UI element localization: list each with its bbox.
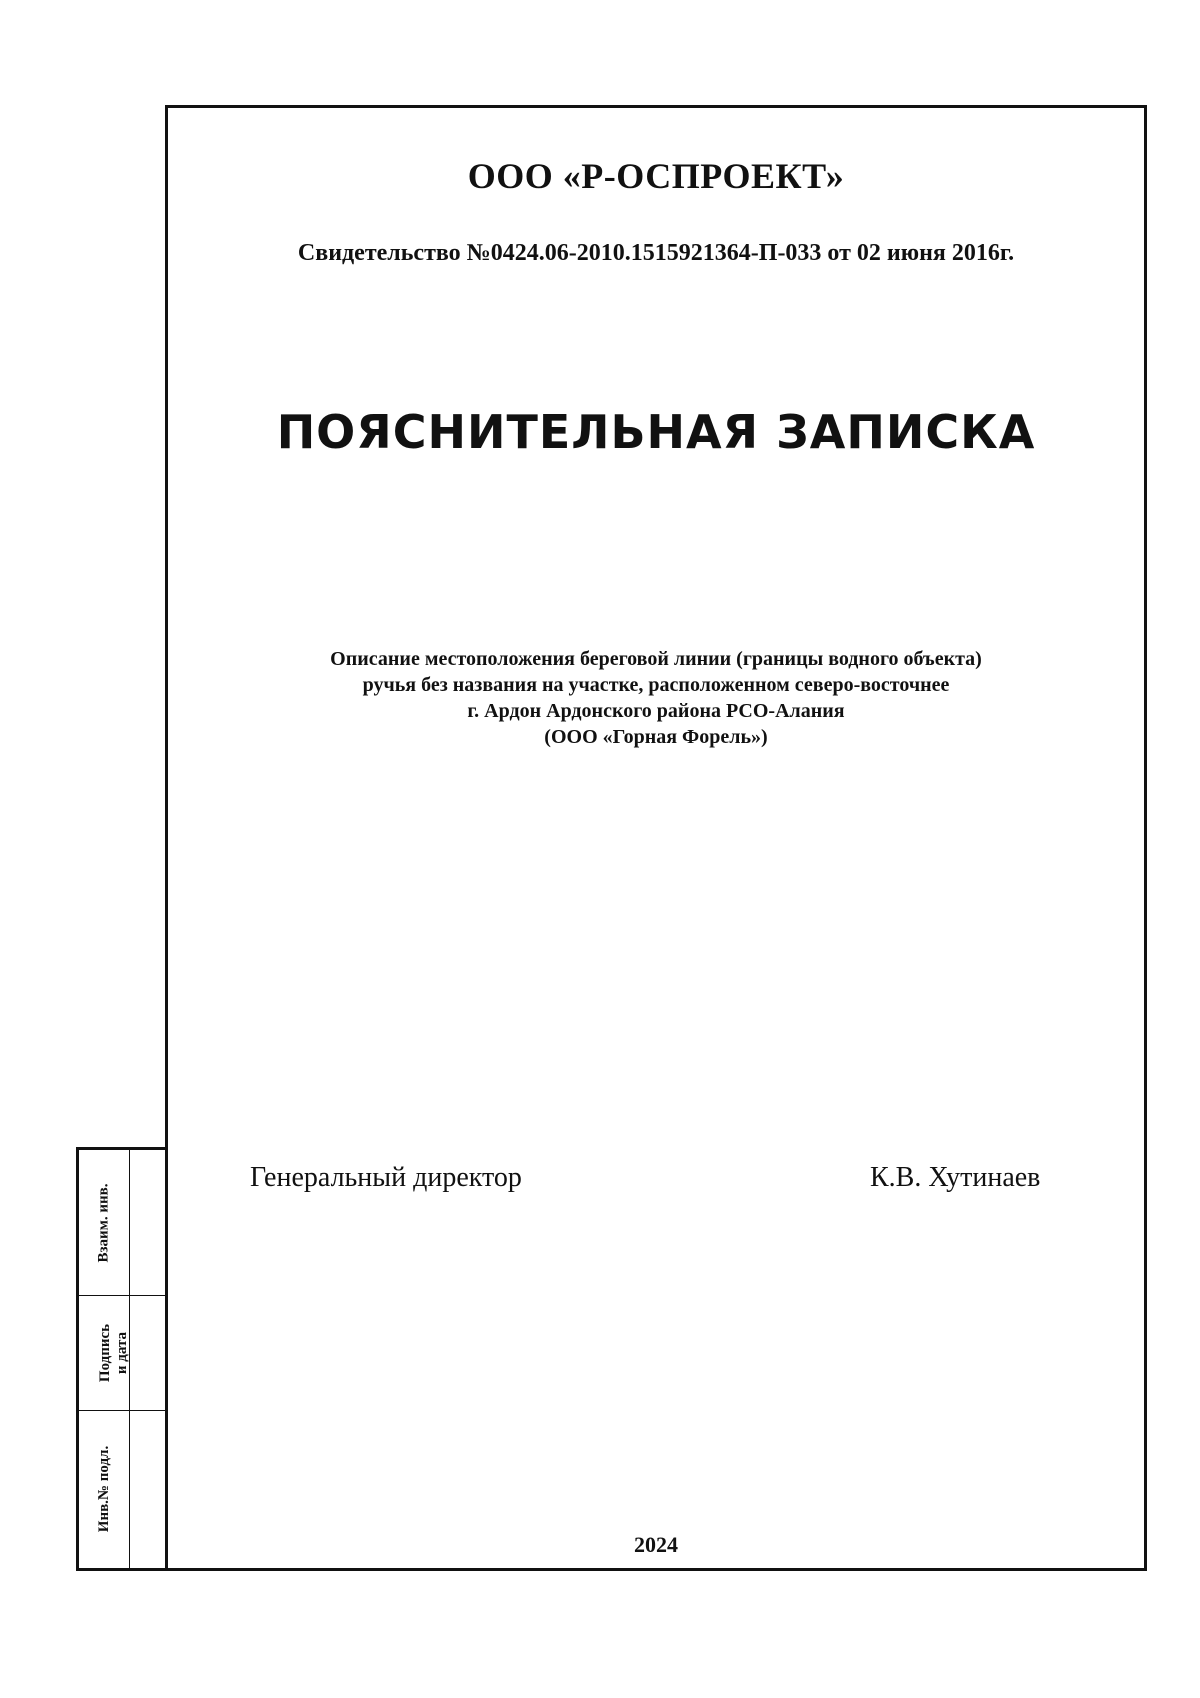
description-line: Описание местоположения береговой линии (границы водного объекта) — [330, 648, 982, 670]
description-line: (ООО «Горная Форель») — [544, 726, 768, 748]
description-line: г. Ардон Ардонского района РСО-Алания — [467, 700, 845, 722]
signer-name: К.В. Хутинаев — [870, 1162, 1041, 1193]
stamp-label-exchange-inv: Взаим. инв. — [96, 1182, 112, 1263]
stamp-label-date: и дата — [114, 1331, 131, 1374]
description-line: ручья без названия на участке, расположенном северо-восточнее — [362, 674, 950, 696]
stamp-cell-exchange-inv — [79, 1150, 129, 1295]
stamp-label-signature: Подпись — [97, 1323, 114, 1382]
company-name: ООО «Р-ОСПРОЕКТ» — [467, 156, 845, 196]
page-frame — [165, 105, 1147, 1571]
certificate-line: Свидетельство №0424.06-2010.1515921364-П-033 от 02 июня 2016г. — [297, 240, 1015, 266]
side-stamp-table — [76, 1147, 168, 1571]
stamp-cell-signature-date — [79, 1295, 171, 1410]
document-year: 2024 — [634, 1532, 678, 1557]
stamp-label-signature-date — [97, 1323, 131, 1381]
stamp-cell-original-inv — [79, 1410, 129, 1568]
document-title: ПОЯСНИТЕЛЬНАЯ ЗАПИСКА — [276, 405, 1036, 459]
signer-role: Генеральный директор — [250, 1162, 522, 1193]
stamp-label-original-inv: Инв.№ подл. — [96, 1445, 113, 1533]
document-description — [165, 646, 1147, 750]
